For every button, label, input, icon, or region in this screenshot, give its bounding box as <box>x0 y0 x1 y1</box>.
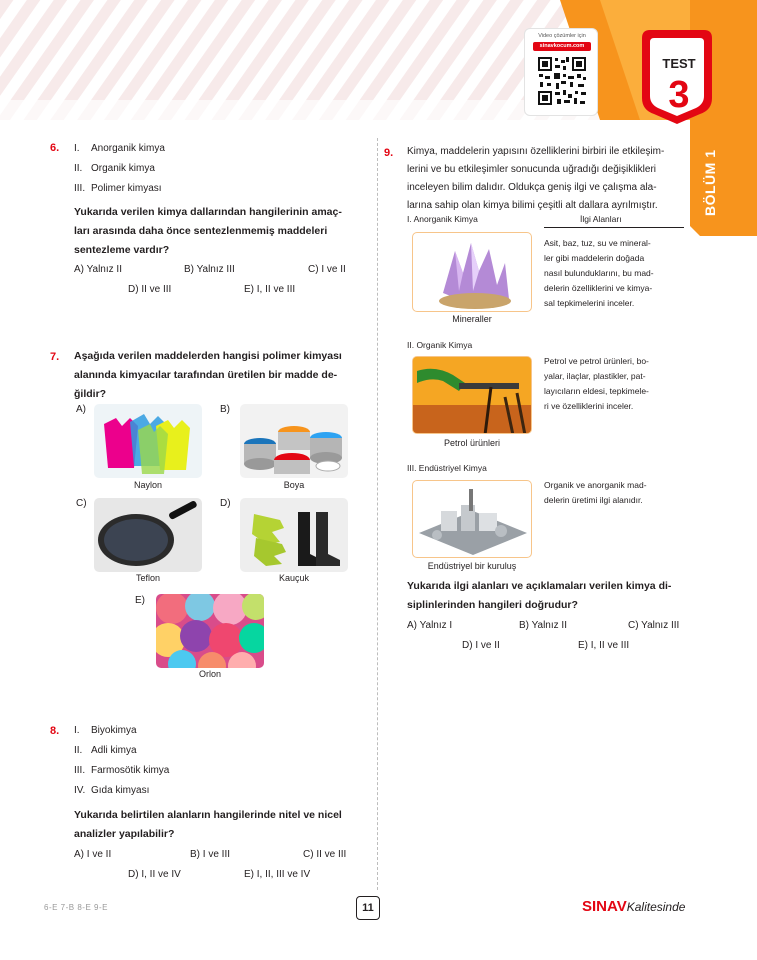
brand-logo: SINAVKalitesinde <box>582 898 686 915</box>
q8-option-b[interactable]: B) I ve III <box>190 849 231 860</box>
q7-caption-b: Boya <box>283 480 305 490</box>
q9-option-d[interactable]: D) I ve II <box>462 640 500 651</box>
q6-option-c[interactable]: C) I ve II <box>308 264 346 275</box>
q6-option-d[interactable]: D) II ve III <box>128 284 172 295</box>
q9-desc-2: Petrol ve petrol ürünleri, bo- yalar, ilaçlar, plastikler, pat- layıcıların eldesi, tepkimele- ri ve özelliklerini inceler. <box>544 356 649 411</box>
q8-option-d[interactable]: D) I, II ve IV <box>128 869 181 880</box>
question-9-number: 9. <box>384 147 394 159</box>
q9-branch-3-title: III. Endüstriyel Kimya <box>407 463 487 473</box>
q7-caption-e: Orlon <box>198 669 221 679</box>
page-number: 11 <box>356 896 380 920</box>
question-8-stem: Yukarıda belirtilen alanların hangilerinde nitel ve nicel analizler yapılabilir? <box>74 809 342 840</box>
q9-branch-1-title: I. Anorganik Kimya <box>407 214 478 224</box>
q9-caption-3: Endüstriyel bir kuruluş <box>427 561 517 571</box>
q8-option-c[interactable]: C) II ve III <box>303 849 347 860</box>
q7-choice-e-letter[interactable]: E) <box>135 595 145 606</box>
q7-choice-d-letter[interactable]: D) <box>220 498 231 509</box>
q6-option-e[interactable]: E) I, II ve III <box>244 284 296 295</box>
question-8-items: I. Biyokimya II. Adli kimya III. Farmosötik kimya IV. Gıda kimyası <box>74 725 170 796</box>
question-7-number: 7. <box>50 351 60 363</box>
q9-caption-2: Petrol ürünleri <box>443 438 501 448</box>
q9-desc-1: Asit, baz, tuz, su ve mineral- ler gibi maddelerin doğada nasıl bulunduklarını, bu mad- delerin özelliklerini ve kimya- sal tepkimelerini inceler. <box>544 238 654 308</box>
q8-option-a[interactable]: A) I ve II <box>74 849 112 860</box>
q7-caption-a: Naylon <box>133 480 162 490</box>
test-label: TEST <box>662 56 696 71</box>
q9-caption-1: Mineraller <box>452 314 492 324</box>
q9-option-e[interactable]: E) I, II ve III <box>578 640 630 651</box>
industrial-plant-image[interactable] <box>412 480 532 558</box>
q6-item: Polimer kimyası <box>91 183 162 194</box>
q9-option-b[interactable]: B) Yalnız II <box>519 620 567 631</box>
question-6-number: 6. <box>50 142 60 154</box>
question-7-stem: Aşağıda verilen maddelerden hangisi polimer kimyası alanında kimyacılar tarafından üretilen bir madde de- ğildir? <box>74 350 342 400</box>
question-8-number: 8. <box>50 725 60 737</box>
q9-desc-3: Organik ve anorganik mad- delerin üretimi ilgi alanıdır. <box>544 480 647 505</box>
q7-caption-c: Teflon <box>135 573 161 583</box>
question-9-intro: Kimya, maddelerin yapısını özelliklerini birbiri ile etkileşim- lerini ve bu etkileşimler sonucunda uğradığı değişiklikleri inceleyen bilim dalıdır. Oldukça geniş ilgi ve çalışma ala- larına sahip olan kimya bilimi çeşitli alt dallara ayrılmıştır. <box>407 146 665 211</box>
petrol-products-image[interactable] <box>412 356 532 434</box>
q8-option-e[interactable]: E) I, II, III ve IV <box>244 869 311 880</box>
q8-item: Gıda kimyası <box>91 785 150 796</box>
rubber-boots-gloves-image[interactable] <box>240 498 348 572</box>
test-number: 3 <box>668 74 690 116</box>
nylon-bags-image[interactable] <box>94 404 202 478</box>
paint-cans-image[interactable] <box>240 404 348 478</box>
q8-item: Farmosötik kimya <box>91 765 170 776</box>
question-9-stem: Yukarıda ilgi alanları ve açıklamaları verilen kimya di- siplinlerinden hangileri doğrudur? <box>407 580 672 611</box>
q7-choice-c-letter[interactable]: C) <box>76 498 87 509</box>
q9-option-a[interactable]: A) Yalnız I <box>407 620 453 631</box>
minerals-image[interactable] <box>412 232 532 312</box>
qr-caption: Video çözümler için <box>538 33 586 39</box>
qr-code-icon[interactable] <box>537 56 587 106</box>
teflon-pan-image[interactable] <box>94 498 202 572</box>
question-6-stem: Yukarıda verilen kimya dallarından hangilerinin amaç- ları arasında daha önce sentezlenmemiş maddeleri sentezleme vardır? <box>74 206 342 256</box>
q7-choice-b-letter[interactable]: B) <box>220 404 230 415</box>
answer-key: 6-E 7-B 8-E 9-E <box>44 903 108 912</box>
q6-item: Organik kimya <box>91 163 155 174</box>
q7-caption-d: Kauçuk <box>278 573 310 583</box>
section-label: BÖLÜM 1 <box>702 149 718 216</box>
interest-areas-header: İlgi Alanları <box>580 214 622 224</box>
q6-option-b[interactable]: B) Yalnız III <box>184 264 235 275</box>
q6-item: Anorganik kimya <box>91 143 165 154</box>
question-6-items: I. Anorganik kimya II. Organik kimya III. Polimer kimyası <box>74 143 165 194</box>
column-divider <box>377 138 378 890</box>
q8-item: Biyokimya <box>91 725 137 736</box>
q7-choice-a-letter[interactable]: A) <box>76 404 86 415</box>
qr-card[interactable] <box>524 28 598 116</box>
q9-option-c[interactable]: C) Yalnız III <box>628 620 680 631</box>
qr-url[interactable]: sinavkocum.com <box>533 42 591 51</box>
interest-header-rule <box>544 227 684 228</box>
q6-option-a[interactable]: A) Yalnız II <box>74 264 122 275</box>
q9-branch-2-title: II. Organik Kimya <box>407 340 473 350</box>
q8-item: Adli kimya <box>91 745 137 756</box>
yarn-balls-image[interactable] <box>156 594 264 668</box>
